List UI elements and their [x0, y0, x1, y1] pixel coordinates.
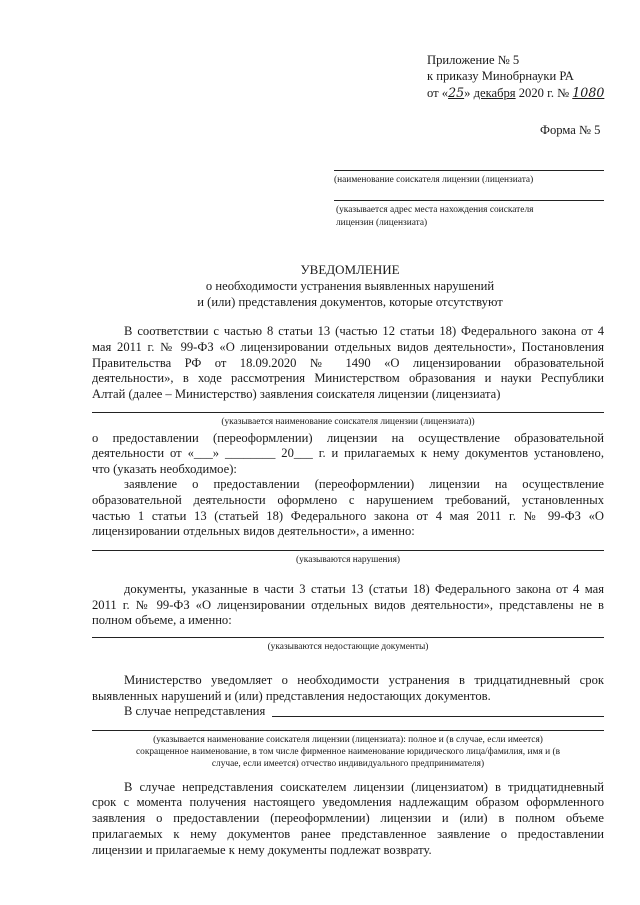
paragraph-1-line-1: В соответствии с частью 8 статьи 13 (частью 12 статьи 18) Федерального закона от 4: [124, 324, 604, 338]
addressee-address-caption-2: лицензин (лицензиата): [336, 218, 428, 228]
date-prefix: от «: [427, 86, 449, 100]
missing-docs-line: [92, 637, 604, 638]
full-name-caption-3: случае, если имеется) отчество индивидуального предпринимателя): [211, 759, 485, 769]
full-name-caption-2: сокращенное наименование, в том числе фирменное наименование юридического лица/фамилия, имя и (в: [135, 747, 561, 757]
paragraph-2-line-1: о предоставлении (переоформлении) лицензии на осуществление образовательной: [92, 431, 604, 445]
addressee-name-caption: (наименование соискателя лицензии (лицензиата): [334, 175, 534, 185]
applicant-name-line: [92, 412, 604, 413]
paragraph-2-line-2: деятельности от «___» ________ 20___ г. и прилагаемых к нему документов установлено,: [92, 446, 604, 460]
date-year: 2020 г. №: [515, 86, 573, 100]
paragraph-4-line-1: документы, указанные в части 3 статьи 13 (статьи 18) Федерального закона от 4 мая: [124, 582, 604, 596]
paragraph-3-line-3: частью 1 статьи 13 (статьей 18) Федерального закона от 4 мая 2011 г. № 99-ФЗ «О: [92, 509, 604, 523]
paragraph-7-line-1: В случае непредставления соискателем лицензии (лицензиатом) в тридцатидневный: [124, 780, 604, 794]
addressee-name-line: [334, 170, 604, 171]
paragraph-5-line-2: выявленных нарушений и (или) представления недостающих документов.: [92, 689, 491, 703]
date-mid: »: [464, 86, 474, 100]
paragraph-1-line-4: деятельности», в ходе рассмотрения Министерством образования и науки Республики: [92, 371, 604, 385]
paragraph-3-line-1: заявление о предоставлении (переоформлении) лицензии на осуществление: [124, 477, 604, 491]
paragraph-3-line-4: лицензировании отдельных видов деятельности», а именно:: [92, 524, 415, 538]
paragraph-4-line-2: 2011 г. № 99-ФЗ «О лицензировании отдельных видов деятельности», представлены не в: [92, 598, 604, 612]
date-month: декабря: [473, 86, 516, 100]
paragraph-5-line-1: Министерство уведомляет о необходимости устранения в тридцатидневный срок: [124, 673, 604, 687]
paragraph-1-line-5: Алтай (далее – Министерство) заявления соискателя лицензии (лицензиата): [92, 387, 501, 401]
non-submission-line: [272, 716, 604, 717]
addressee-address-line: [334, 200, 604, 201]
full-name-caption-1: (указывается наименование соискателя лицензии (лицензиата): полное и (в случае, если имеется): [153, 735, 543, 745]
violations-caption: (указываются нарушения): [295, 555, 401, 565]
missing-docs-caption: (указываются недостающие документы): [267, 642, 429, 652]
document-title: УВЕДОМЛЕНИЕ: [300, 262, 400, 277]
full-name-line: [92, 730, 604, 731]
violations-line: [92, 550, 604, 551]
document-subtitle-2: и (или) представления документов, которые отсутствуют: [197, 295, 503, 309]
paragraph-7-line-3: заявления о предоставлении (переоформлении) лицензии и (или) в полном объеме: [92, 811, 604, 825]
paragraph-4-line-3: полном объеме, а именно:: [92, 613, 232, 627]
applicant-name-caption: (указывается наименование соискателя лицензии (лицензиата)): [221, 417, 475, 427]
paragraph-1-line-2: мая 2011 г. № 99-ФЗ «О лицензировании отдельных видов деятельности», Постановления: [92, 340, 604, 354]
document-subtitle-1: о необходимости устранения выявленных нарушений: [205, 279, 495, 293]
date-number: 1080: [572, 85, 605, 100]
paragraph-7-line-2: срок с момента получения настоящего уведомления надлежащим образом оформленного: [92, 795, 604, 809]
appendix-label: Приложение № 5: [427, 53, 520, 67]
order-date: [427, 85, 604, 101]
form-label: Форма № 5: [540, 123, 601, 137]
order-label: к приказу Минобрнауки РА: [427, 69, 574, 83]
paragraph-2-line-3: что (указать необходимое):: [92, 462, 237, 476]
date-day: 25: [448, 85, 465, 100]
paragraph-7-line-5: лицензии и прилагаемые к нему документы подлежат возврату.: [92, 843, 432, 857]
paragraph-3-line-2: образовательной деятельности оформлено с нарушением требований, установленных: [92, 493, 604, 507]
paragraph-6-text: В случае непредставления: [124, 704, 266, 718]
paragraph-1-line-3: Правительства РФ от 18.09.2020 № 1490 «О лицензировании образовательной: [92, 356, 604, 370]
paragraph-7-line-4: прилагаемых к нему документов ранее представленное заявление о предоставлении: [92, 827, 604, 841]
addressee-address-caption-1: (указывается адрес места нахождения соискателя: [336, 205, 534, 215]
